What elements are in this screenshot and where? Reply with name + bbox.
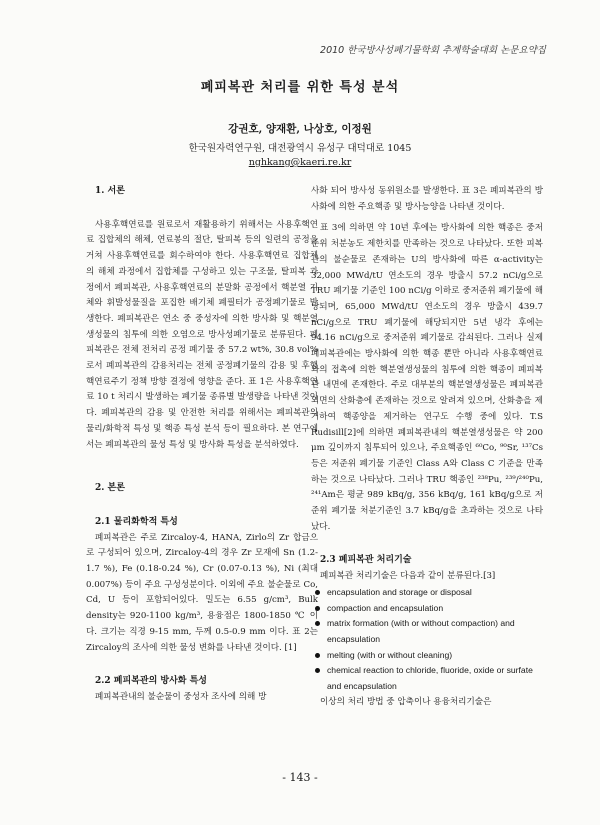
list-item: encapsulation and storage or disposal xyxy=(311,585,543,601)
left-column xyxy=(86,184,318,706)
section-heading-body: 2. 본론 xyxy=(95,483,125,494)
subsection-heading-2-2: 2.2 폐피복관의 방사화 특성 xyxy=(95,676,207,687)
bullet-icon xyxy=(315,653,320,658)
list-item: matrix formation (with or without compaction) and encapsulation xyxy=(311,616,543,647)
paragraph-2-3-intro: 폐피복관 처리기술은 다음과 같이 분류된다.[3] xyxy=(320,571,496,582)
paragraph-2-2-start: 폐피복관내의 불순물이 중성자 조사에 의해 방 xyxy=(95,691,267,702)
intro-paragraph: 사용후핵연료를 원료로서 재활용하기 위해서는 사용후핵연료 집합체의 해체, 연료봉의 절단, 탈피복 등의 일련의 공정을 거쳐 사용후핵연료를 회수하여야 한다. 사용후핵연료 집합체의 해체 과정에서 집합체를 구성하고 있는 구조물, 탈피복 과정에서 폐피복관, 사용후핵연료의 분말화 공정에서 핵분열 기체와 휘발성물질을 포집한 배기체 폐필터가 공정폐기물로 발생한다. 폐피복관은 연소 중 중성자에 의한 방사화 및 핵분열 생성물의 침투에 의한 오염으로 방사성폐기물로 분류된다. 폐피복관은 전체 전처리 공정 폐기물 중 57.2 wt%, 30.8 vol% 로서 폐피복관의 감용처리는 전체 공정폐기물의 감용 및 후행 핵연료주기 정책 방향 결정에 영향을 준다. 표 1은 사용후핵연료 10 t 처리시 발생하는 폐기물 종류별 발생량을 나타낸 것이다. 폐피복관의 감용 및 안전한 처리를 위해서는 폐피복관의 물리/화학적 특성 및 핵종 특성 분석 등이 필요하다. 본 연구에서는 폐피복관의 물성 특성 및 방사화 특성을 분석하였다. xyxy=(86,219,318,450)
list-item: compaction and encapsulation xyxy=(311,601,543,617)
paragraph-2-3-end: 이상의 처리 방법 중 압축이나 용융처리기술은 xyxy=(320,696,492,707)
list-item: chemical reaction to chloride, fluoride, oxide or surfate and encapsulation xyxy=(311,663,543,694)
bullet-icon xyxy=(315,621,320,626)
paragraph-2-2-analysis: 표 3에 의하면 약 10년 후에는 방사화에 의한 핵종은 중저준위 처분농도 제한치를 만족하는 것으로 나타났다. 또한 피복관의 불순물로 존재하는 U의 방사화에 따른 α-activity는 32,000 MWd/tU 연소도의 경우 방출시 57.2 nCi/g으로 TRU 폐기물 기준인 100 nCi/g 이하로 중저준위 폐기물에 해당되며, 65,000 MWd/tU 연소도의 경우 방출시 439.7 nCi/g으로 TRU 폐기물에 해당되지만 5년 냉각 후에는 94.16 nCi/g으로 중저준위 폐기물로 감쇠된다. 그러나 실제 폐피복관에는 방사화에 의한 핵종 뿐만 아니라 사용후핵연료와의 접촉에 의한 핵분열생성물의 침투에 의한 핵종이 폐피복관 내면에 존재한다. 주로 대부분의 핵분열생성물은 폐피복관 외면의 산화층에 존재하는 것으로 알려져 있으며, 산화층을 제거하여 핵종양을 제거하는 연구도 수행 중에 있다. T.S Rudisill[2]에 의하면 폐피복관내의 핵분열생성물은 약 200 μm 깊이까지 침투되어 있으나, 주요핵종인 ⁶⁰Co, ⁹⁰Sr, ¹³⁷Cs 등은 저준위 폐기물 기준인 Class A와 Class C 기준을 만족하는 것으로 나타났다. 그러나 TRU 핵종인 ²³⁸Pu, ²³⁹/²⁴⁰Pu, ²⁴¹Am은 평균 989 kBq/g, 356 kBq/g, 161 kBq/g으로 저준위 폐기물 처분기준인 3.7 kBq/g을 초과하는 것으로 나타났다. xyxy=(311,223,543,532)
paragraph-2-1: 폐피복관은 주로 Zircaloy-4, HANA, Zirlo의 Zr 합금으로 구성되어 있으며, Zircaloy-4의 경우 Zr 모재에 Sn (1.2-1.7 %), Fe (0.18-0.24 %), Cr (0.07-0.13 %), Ni (최대 0.007%) 등이 주요 구성성분이다. 이외에 주요 불순물로 Co, Cd, U 등이 포함되어있다. 밀도는 6.55 g/cm³, Bulk density는 920-1100 kg/m³, 용융점은 1800-1850 ℃ 이다. 크기는 직경 9-15 mm, 두께 0.5-0.9 mm 이다. 표 2는 Zircaloy의 조사에 의한 물성 변화를 나타낸 것이다. [1] xyxy=(86,532,318,653)
bullet-icon xyxy=(315,590,320,595)
title-block xyxy=(0,76,600,168)
affiliation: 한국원자력연구원, 대전광역시 유성구 대덕대로 1045 xyxy=(188,143,412,154)
section-heading-intro: 1. 서론 xyxy=(95,186,125,196)
authors: 강권호, 양재환, 나상호, 이정원 xyxy=(228,123,372,135)
subsection-heading-2-3: 2.3 폐피복관 처리기술 xyxy=(320,555,412,566)
email-link[interactable]: nghkang@kaeri.re.kr xyxy=(248,157,352,168)
conference-header: 2010 한국방사성폐기물학회 추계학술대회 논문요약집 xyxy=(320,45,546,56)
paper-title: 폐피복관 처리를 위한 특성 분석 xyxy=(200,80,400,95)
bullet-icon xyxy=(315,606,320,611)
list-item: melting (with or without cleaning) xyxy=(311,648,543,664)
bullet-icon xyxy=(315,668,320,673)
page-number: - 143 - xyxy=(282,771,318,784)
treatment-methods-list xyxy=(311,585,543,695)
right-column xyxy=(311,184,543,711)
subsection-heading-2-1: 2.1 물리화학적 특성 xyxy=(95,516,178,527)
paragraph-2-2-cont: 사화 되어 방사성 동위원소를 발생한다. 표 3은 폐피복관의 방사화에 의한 주요핵종 및 방사능양을 나타낸 것이다. xyxy=(311,186,543,212)
